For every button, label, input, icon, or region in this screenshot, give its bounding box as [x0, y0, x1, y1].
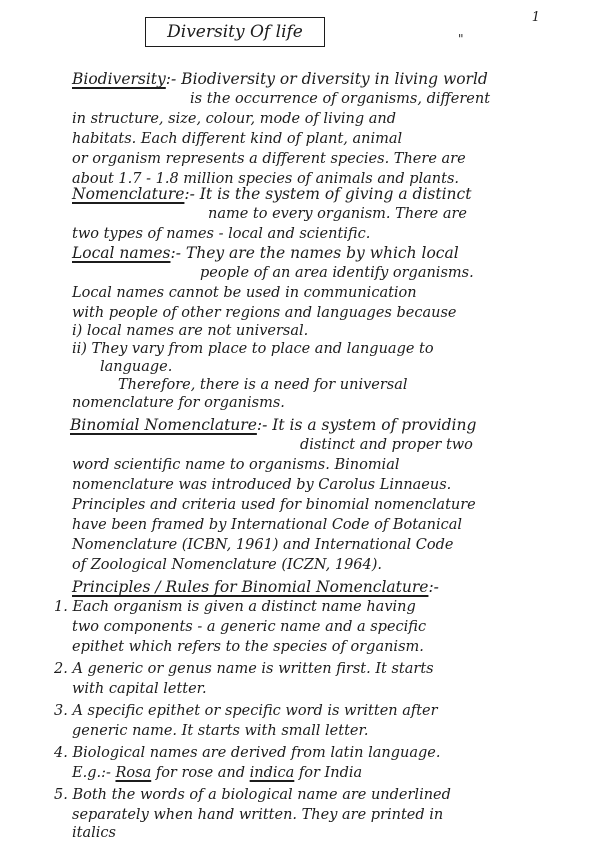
note-line: nomenclature for organisms.: [72, 395, 285, 411]
note-line: nomenclature was introduced by Carolus Linnaeus.: [72, 477, 452, 493]
note-line: italics: [72, 825, 116, 841]
note-line: language.: [100, 359, 173, 375]
note-line: about 1.7 - 1.8 million species of animals and plants.: [72, 171, 460, 187]
note-line: people of an area identify organisms.: [200, 265, 474, 281]
note-line: with capital letter.: [72, 681, 207, 697]
example-epithet: indica: [249, 765, 295, 781]
note-line: 4. Biological names are derived from latin language.: [54, 745, 441, 761]
note-line: 1. Each organism is given a distinct name having: [54, 599, 416, 615]
note-line: Nomenclature (ICBN, 1961) and International Code: [72, 537, 454, 553]
note-line: i) local names are not universal.: [72, 323, 309, 339]
note-line: is the occurrence of organisms, different: [190, 91, 491, 107]
note-line: habitats. Each different kind of plant, animal: [72, 131, 403, 147]
note-line: Therefore, there is a need for universal: [118, 377, 408, 393]
section-heading: Binomial Nomenclature: [70, 416, 257, 434]
note-line: separately when hand written. They are printed in: [72, 807, 444, 823]
note-line: of Zoological Nomenclature (ICZN, 1964).: [72, 557, 383, 573]
note-line: Biodiversity:- Biodiversity or diversity in living world: [72, 70, 488, 88]
page-mark: ": [458, 32, 464, 46]
page-corner-mark: 1: [531, 10, 540, 25]
note-line: Local names:- They are the names by which local: [72, 244, 459, 262]
note-line: word scientific name to organisms. Binomial: [72, 457, 400, 473]
section-heading: Local names: [72, 244, 171, 262]
note-line: in structure, size, colour, mode of living and: [72, 111, 397, 127]
note-line: E.g.:- Rosa for rose and indica for India: [72, 765, 363, 781]
note-line: name to every organism. There are: [208, 206, 468, 222]
note-line: 2. A generic or genus name is written first. It starts: [54, 661, 434, 677]
note-line: Principles and criteria used for binomial nomenclature: [72, 497, 476, 513]
note-line: or organism represents a different species. There are: [72, 151, 466, 167]
section-heading: Principles / Rules for Binomial Nomenclature: [72, 578, 429, 596]
note-line: Principles / Rules for Binomial Nomenclature:-: [72, 578, 439, 596]
note-line: distinct and proper two: [300, 437, 473, 453]
note-line: ii) They vary from place to place and language to: [72, 341, 434, 357]
note-line: 3. A specific epithet or specific word is written after: [54, 703, 438, 719]
note-line: epithet which refers to the species of organism.: [72, 639, 424, 655]
example-genus: Rosa: [115, 765, 152, 781]
section-heading: Biodiversity: [72, 70, 166, 88]
note-line: Local names cannot be used in communication: [72, 285, 417, 301]
note-line: 5. Both the words of a biological name are underlined: [54, 787, 451, 803]
note-line: two components - a generic name and a specific: [72, 619, 427, 635]
note-line: two types of names - local and scientific.: [72, 226, 371, 242]
note-line: Binomial Nomenclature:- It is a system of providing: [70, 416, 477, 434]
note-line: have been framed by International Code of Botanical: [72, 517, 463, 533]
note-line: Nomenclature:- It is the system of giving a distinct: [72, 185, 472, 203]
section-heading: Nomenclature: [72, 185, 185, 203]
note-line: generic name. It starts with small letter.: [72, 723, 369, 739]
page-title: Diversity Of life: [145, 17, 325, 47]
note-line: with people of other regions and languages because: [72, 305, 457, 321]
